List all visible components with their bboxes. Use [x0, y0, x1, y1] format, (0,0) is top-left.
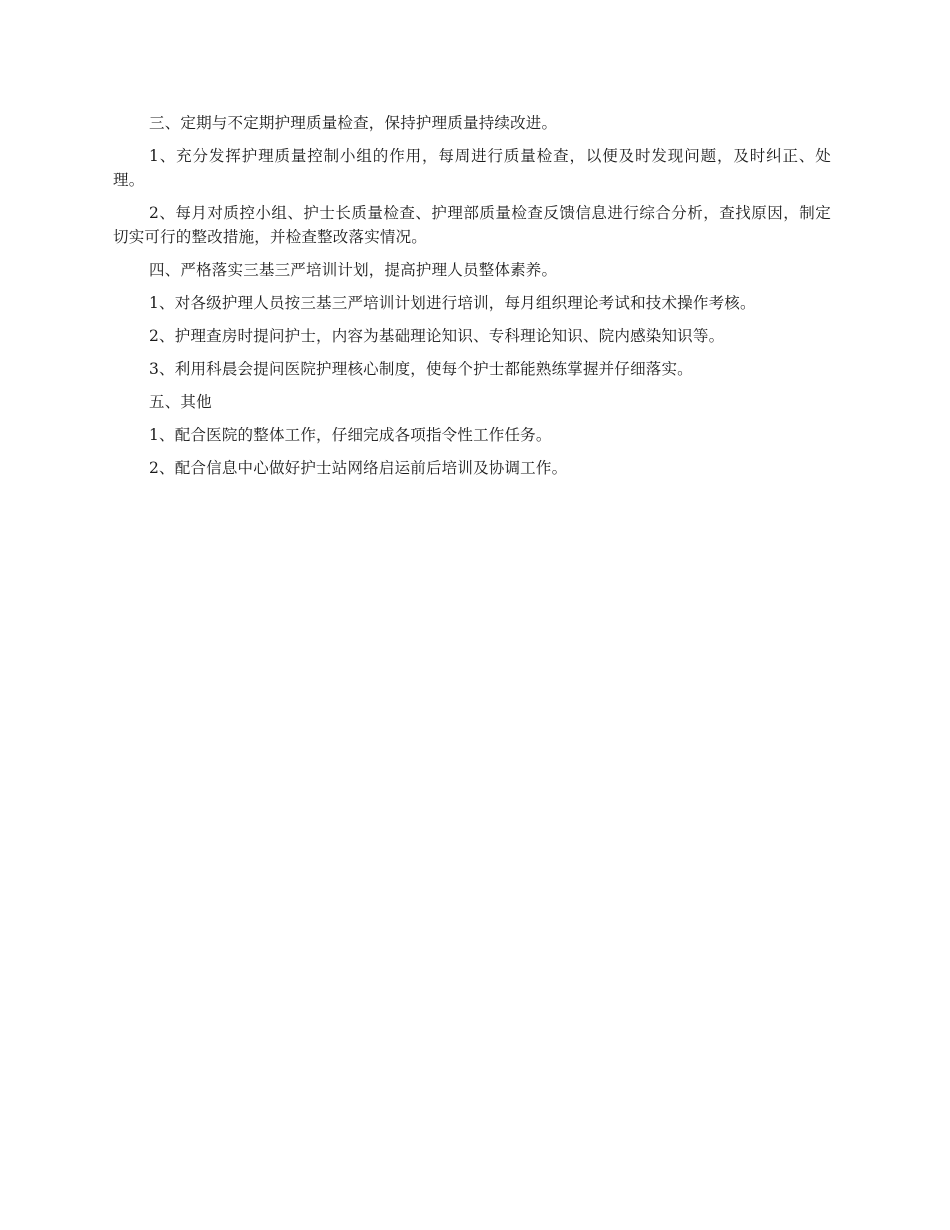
- section-heading-3: 三、定期与不定期护理质量检查，保持护理质量持续改进。: [149, 114, 558, 132]
- paragraph-5-1: 1、配合医院的整体工作，仔细完成各项指令性工作任务。: [149, 426, 552, 444]
- paragraph-4-2: 2、护理查房时提问护士，内容为基础理论知识、专科理论知识、院内感染知识等。: [149, 327, 725, 345]
- paragraph-4-1: 1、对各级护理人员按三基三严培训计划进行培训，每月组织理论考试和技术操作考核。: [149, 294, 756, 312]
- paragraph-3-2: 2、每月对质控小组、护士长质量检查、护理部质量检查反馈信息进行综合分析，查找原因，制定切实可行的整改措施，并检查整改落实情况。: [113, 204, 831, 246]
- paragraph-5-2: 2、配合信息中心做好护士站网络启运前后培训及协调工作。: [149, 459, 568, 477]
- paragraph-3-1: 1、充分发挥护理质量控制小组的作用，每周进行质量检查，以便及时发现问题，及时纠正、处理。: [113, 147, 831, 189]
- paragraph-4-3: 3、利用科晨会提问医院护理核心制度，使每个护士都能熟练掌握并仔细落实。: [149, 360, 693, 378]
- section-heading-5: 五、其他: [149, 393, 212, 411]
- section-heading-4: 四、严格落实三基三严培训计划，提高护理人员整体素养。: [149, 261, 558, 279]
- document-body: [113, 111, 831, 489]
